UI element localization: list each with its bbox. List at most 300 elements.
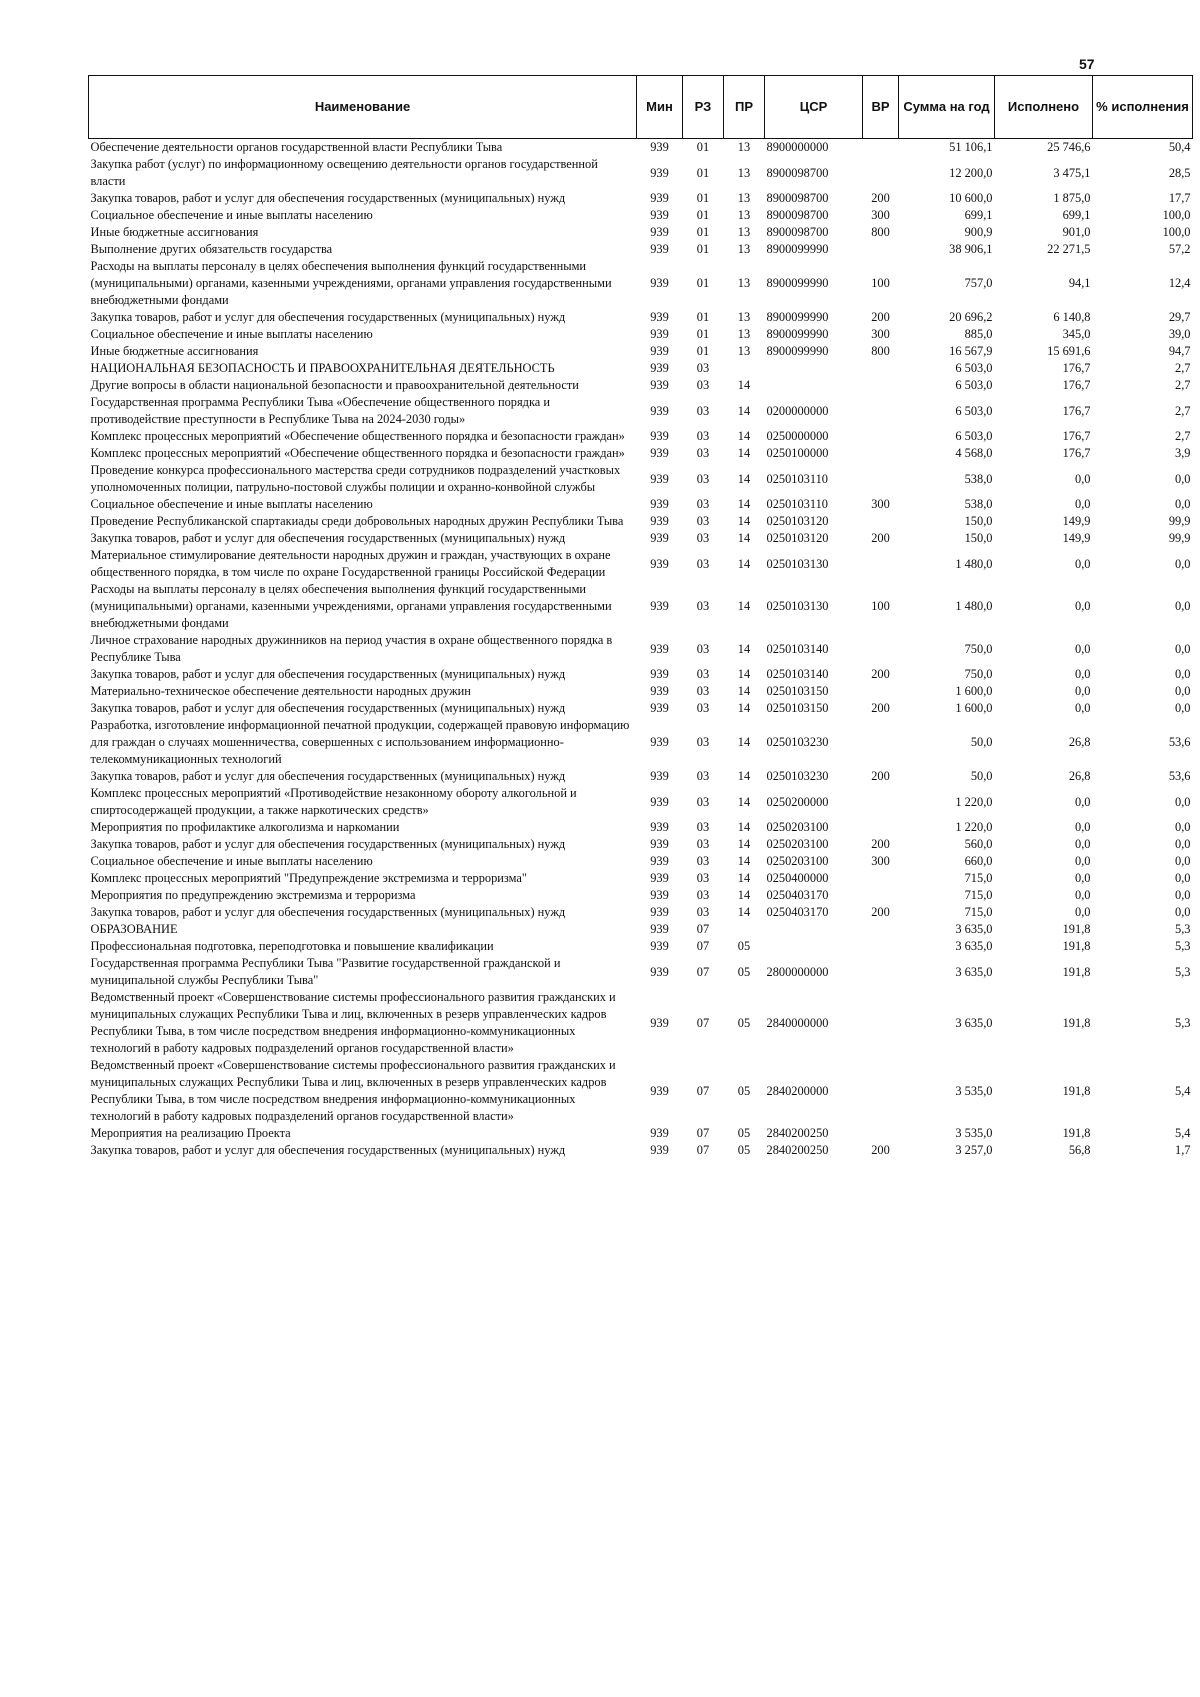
cell-sum: 1 220,0 [955, 794, 993, 809]
cell-pr: 05 [737, 939, 751, 953]
cell-sum: 900,9 [964, 225, 993, 239]
cell-csr: 0250103230 [766, 735, 829, 749]
cell-pct: 0,0 [1175, 599, 1191, 613]
cell-csr: 8900098700 [766, 225, 829, 239]
cell-done: 176,7 [1062, 446, 1091, 460]
cell-rz: 03 [696, 378, 710, 392]
cell-pct: 5,4 [1175, 1126, 1191, 1140]
cell-rz: 03 [696, 667, 710, 681]
cell-csr: 0250103110 [766, 471, 828, 486]
cell-min: 939 [650, 599, 669, 613]
table-row [89, 768, 1193, 785]
table-row [89, 938, 1193, 955]
cell-sum: 3 535,0 [955, 1083, 993, 1098]
cell-pct: 3,9 [1175, 446, 1191, 460]
cell-vr [863, 989, 899, 1057]
cell-rz: 01 [696, 191, 710, 205]
cell-pr: 13 [737, 165, 751, 180]
cell-rz: 03 [696, 403, 710, 418]
cell-rz: 07 [696, 1143, 710, 1157]
cell-min: 939 [650, 361, 669, 375]
cell-name: Обеспечение деятельности органов государственной власти Республики Тыва [90, 140, 503, 154]
cell-csr: 8900098700 [766, 208, 829, 222]
cell-min: 939 [650, 446, 669, 460]
cell-min: 939 [650, 140, 669, 154]
cell-name: Закупка товаров, работ и услуг для обеспечения государственных (муниципальных) нужд [90, 701, 566, 715]
cell-done: 56,8 [1068, 1143, 1091, 1157]
cell-done: 22 271,5 [1047, 242, 1091, 256]
cell-sum: 1 600,0 [955, 701, 993, 715]
cell-min: 939 [650, 854, 669, 868]
cell-pct: 2,7 [1175, 378, 1191, 392]
cell-pr: 14 [737, 497, 751, 511]
cell-rz: 01 [696, 165, 710, 180]
table-row [89, 632, 1193, 666]
cell-pct: 5,3 [1175, 964, 1191, 979]
header-name: Наименование [89, 76, 637, 139]
cell-rz: 07 [696, 939, 710, 953]
cell-name: Материально-техническое обеспечение деятельности народных дружин [90, 684, 471, 698]
cell-sum: 1 480,0 [955, 599, 993, 613]
header-csr: ЦСР [765, 76, 863, 139]
cell-csr [765, 921, 863, 938]
cell-pr: 13 [737, 140, 751, 154]
cell-csr: 8900099990 [766, 242, 829, 256]
cell-done: 0,0 [1075, 556, 1091, 571]
cell-name: Ведомственный проект «Совершенствование системы профессионального развития гражданских и муниципальных служащих Республики Тыва и лиц, включенных в резерв управленческих кадров Республики Тыва, в том числе посредством внедрения информационно-коммуникационных технологий в работу кадровых подразделений органов государственной власти» [90, 990, 616, 1055]
cell-rz: 01 [696, 208, 710, 222]
cell-sum: 699,1 [964, 208, 993, 222]
cell-done: 0,0 [1075, 701, 1091, 715]
cell-vr: 300 [871, 497, 890, 511]
cell-pr: 14 [737, 667, 751, 681]
cell-name: Разработка, изготовление информационной печатной продукции, содержащей правовую информацию для граждан о случаях мошенничества, совершенных с использованием информационно-телекоммуникационных технологий [90, 718, 630, 766]
cell-pct: 39,0 [1168, 327, 1191, 341]
cell-sum: 51 106,1 [949, 140, 993, 154]
cell-name: Расходы на выплаты персоналу в целях обеспечения выполнения функций государственными (муниципальными) органами, казенными учреждениями, органами управления государственными внебюджетными фондами [90, 259, 612, 307]
cell-pr: 05 [737, 1143, 751, 1157]
cell-rz: 07 [696, 1083, 710, 1098]
cell-done: 176,7 [1062, 429, 1091, 443]
cell-name: Личное страхование народных дружинников на период участия в охране общественного порядка в Республике Тыва [90, 633, 613, 664]
cell-pct: 0,0 [1175, 471, 1191, 486]
cell-pr: 05 [737, 1083, 751, 1098]
cell-rz: 03 [696, 684, 710, 698]
table-row [89, 326, 1193, 343]
cell-min: 939 [650, 820, 669, 834]
cell-csr: 0250400000 [766, 871, 829, 885]
cell-sum: 750,0 [964, 641, 993, 656]
cell-sum: 1 480,0 [955, 556, 993, 571]
cell-csr [765, 938, 863, 955]
cell-csr: 0250103130 [766, 599, 829, 613]
cell-sum: 1 220,0 [955, 820, 993, 834]
cell-pr: 14 [737, 871, 751, 885]
table-row [89, 989, 1193, 1057]
cell-pct: 0,0 [1175, 837, 1191, 851]
cell-vr: 200 [871, 531, 890, 545]
cell-name: Другие вопросы в области национальной безопасности и правоохранительной деятельности [90, 378, 579, 392]
cell-done: 0,0 [1075, 667, 1091, 681]
budget-table [88, 75, 1193, 1159]
table-header [89, 76, 1193, 139]
cell-name: Государственная программа Республики Тыва «Обеспечение общественного порядка и противодействие преступности в Республике Тыва на 2024-2030 годы» [90, 395, 551, 426]
cell-pr [724, 921, 765, 938]
cell-done: 176,7 [1062, 361, 1091, 375]
cell-pr [724, 360, 765, 377]
cell-name: Ведомственный проект «Совершенствование системы профессионального развития гражданских и муниципальных служащих Республики Тыва и лиц, включенных в резерв управленческих кадров Республики Тыва, в том числе посредством внедрения информационно-коммуникационных технологий в работу кадровых подразделений органов государственной власти» [90, 1058, 616, 1123]
cell-rz: 01 [696, 242, 710, 256]
cell-min: 939 [650, 939, 669, 953]
cell-sum: 3 635,0 [955, 922, 993, 936]
cell-pr: 14 [737, 735, 751, 749]
table-row [89, 717, 1193, 768]
cell-rz: 03 [696, 556, 710, 571]
cell-pr: 13 [737, 276, 751, 290]
cell-sum: 660,0 [964, 854, 993, 868]
header-pr: ПР [724, 76, 765, 139]
cell-pct: 29,7 [1168, 310, 1191, 324]
cell-vr: 800 [871, 344, 890, 358]
cell-rz: 03 [696, 769, 710, 783]
cell-done: 345,0 [1062, 327, 1091, 341]
cell-pr: 05 [737, 1015, 751, 1030]
cell-pr: 14 [737, 446, 751, 460]
cell-sum: 150,0 [964, 514, 993, 528]
cell-pct: 2,7 [1175, 403, 1191, 418]
cell-sum: 1 600,0 [955, 684, 993, 698]
cell-name: Мероприятия на реализацию Проекта [90, 1126, 291, 1140]
cell-pct: 0,0 [1175, 854, 1191, 868]
table-row [89, 1057, 1193, 1125]
cell-rz: 01 [696, 225, 710, 239]
cell-min: 939 [650, 684, 669, 698]
cell-name: Выполнение других обязательств государства [90, 242, 333, 256]
cell-rz: 07 [696, 964, 710, 979]
cell-name: Закупка товаров, работ и услуг для обеспечения государственных (муниципальных) нужд [90, 905, 566, 919]
cell-csr: 0250203100 [766, 837, 829, 851]
cell-name: Социальное обеспечение и иные выплаты населению [90, 497, 373, 511]
cell-rz: 03 [696, 701, 710, 715]
cell-pr: 14 [737, 769, 751, 783]
cell-csr: 0250403170 [766, 888, 829, 902]
cell-pct: 99,9 [1168, 531, 1191, 545]
cell-min: 939 [650, 1083, 669, 1098]
cell-csr: 0250203100 [766, 854, 829, 868]
table-row [89, 309, 1193, 326]
cell-sum: 3 635,0 [955, 1015, 993, 1030]
cell-pct: 0,0 [1175, 871, 1191, 885]
table-row [89, 819, 1193, 836]
cell-pct: 0,0 [1175, 641, 1191, 656]
cell-pct: 53,6 [1168, 735, 1191, 749]
table-row [89, 683, 1193, 700]
cell-done: 3 475,1 [1053, 165, 1091, 180]
cell-name: Закупка товаров, работ и услуг для обеспечения государственных (муниципальных) нужд [90, 837, 566, 851]
cell-rz: 01 [696, 327, 710, 341]
table-row [89, 513, 1193, 530]
cell-name: Материальное стимулирование деятельности народных дружин и граждан, участвующих в охране общественного порядка, в том числе по охране Государственной границы Российской Федерации [90, 548, 611, 579]
cell-done: 176,7 [1062, 378, 1091, 392]
cell-pr: 13 [737, 191, 751, 205]
cell-done: 0,0 [1075, 471, 1091, 486]
cell-done: 0,0 [1075, 684, 1091, 698]
cell-min: 939 [650, 310, 669, 324]
cell-vr [863, 394, 899, 428]
cell-vr: 200 [871, 310, 890, 324]
cell-rz: 03 [696, 514, 710, 528]
cell-name: Закупка работ (услуг) по информационному освещению деятельности органов государственной власти [90, 157, 598, 188]
cell-pr: 14 [737, 471, 751, 486]
cell-pct: 0,0 [1175, 905, 1191, 919]
cell-rz: 03 [696, 905, 710, 919]
table-row [89, 224, 1193, 241]
cell-name: Социальное обеспечение и иные выплаты населению [90, 854, 373, 868]
table-row [89, 1142, 1193, 1159]
table-row [89, 870, 1193, 887]
cell-pct: 0,0 [1175, 667, 1191, 681]
header-pct: % исполнения [1093, 76, 1193, 139]
cell-rz: 03 [696, 497, 710, 511]
cell-csr: 8900099990 [766, 327, 829, 341]
cell-sum: 715,0 [964, 871, 993, 885]
cell-rz: 01 [696, 344, 710, 358]
cell-pct: 0,0 [1175, 701, 1191, 715]
table-row [89, 428, 1193, 445]
cell-sum: 3 635,0 [955, 939, 993, 953]
cell-pr: 14 [737, 514, 751, 528]
cell-min: 939 [650, 191, 669, 205]
cell-done: 26,8 [1068, 735, 1091, 749]
cell-done: 26,8 [1068, 769, 1091, 783]
cell-csr: 0250103140 [766, 641, 829, 656]
cell-name: Социальное обеспечение и иные выплаты населению [90, 208, 373, 222]
cell-sum: 3 535,0 [955, 1126, 993, 1140]
cell-min: 939 [650, 471, 669, 486]
cell-sum: 3 635,0 [955, 964, 993, 979]
cell-done: 94,1 [1068, 276, 1091, 290]
cell-rz: 07 [696, 922, 710, 936]
cell-pr: 14 [737, 556, 751, 571]
cell-vr [863, 377, 899, 394]
cell-csr: 8900098700 [766, 191, 829, 205]
cell-vr: 300 [871, 327, 890, 341]
cell-name: Расходы на выплаты персоналу в целях обеспечения выполнения функций государственными (муниципальными) органами, казенными учреждениями, органами управления государственными внебюджетными фондами [90, 582, 612, 630]
cell-rz: 03 [696, 820, 710, 834]
table-row [89, 394, 1193, 428]
cell-rz: 03 [696, 641, 710, 656]
cell-sum: 50,0 [970, 735, 993, 749]
cell-csr: 0250103150 [766, 701, 829, 715]
cell-vr: 800 [871, 225, 890, 239]
cell-pct: 99,9 [1168, 514, 1191, 528]
cell-min: 939 [650, 905, 669, 919]
cell-min: 939 [650, 327, 669, 341]
cell-min: 939 [650, 922, 669, 936]
cell-rz: 03 [696, 446, 710, 460]
cell-vr: 200 [871, 191, 890, 205]
cell-pct: 2,7 [1175, 361, 1191, 375]
cell-sum: 6 503,0 [955, 429, 993, 443]
table-row [89, 955, 1193, 989]
cell-vr [863, 139, 899, 157]
cell-csr: 0250103120 [766, 514, 829, 528]
cell-name: Комплекс процессных мероприятий «Обеспечение общественного порядка и безопасности граждан» [90, 429, 625, 443]
cell-sum: 150,0 [964, 531, 993, 545]
cell-name: Проведение конкурса профессионального мастерства среди сотрудников подразделений участковых уполномоченных полиции, патрульно-постовой службы полиции и охранно-конвойной службы [90, 463, 621, 494]
cell-name: Комплекс процессных мероприятий «Обеспечение общественного порядка и безопасности граждан» [90, 446, 625, 460]
cell-done: 0,0 [1075, 820, 1091, 834]
cell-name: Государственная программа Республики Тыва "Развитие государственной гражданской и муниципальной службы Республики Тыва" [90, 956, 561, 987]
cell-sum: 10 600,0 [949, 191, 993, 205]
cell-name: Проведение Республиканской спартакиады среди добровольных народных дружин Республики Тыва [90, 514, 624, 528]
table-row [89, 666, 1193, 683]
table-row [89, 377, 1193, 394]
cell-csr: 2840000000 [766, 1015, 829, 1030]
cell-pr: 14 [737, 599, 751, 613]
cell-vr [863, 870, 899, 887]
cell-pct: 1,7 [1175, 1143, 1191, 1157]
cell-rz: 03 [696, 854, 710, 868]
cell-min: 939 [650, 531, 669, 545]
cell-min: 939 [650, 1015, 669, 1030]
cell-rz: 01 [696, 310, 710, 324]
cell-pct: 5,3 [1175, 1015, 1191, 1030]
cell-vr: 200 [871, 701, 890, 715]
cell-sum: 38 906,1 [949, 242, 993, 256]
cell-done: 1 875,0 [1053, 191, 1091, 205]
cell-pct: 53,6 [1168, 769, 1191, 783]
cell-sum: 16 567,9 [949, 344, 993, 358]
table-body [89, 139, 1193, 1160]
cell-csr: 0250103130 [766, 556, 829, 571]
cell-csr: 8900099990 [766, 310, 829, 324]
cell-csr: 0250103230 [766, 769, 829, 783]
cell-min: 939 [650, 429, 669, 443]
cell-min: 939 [650, 1126, 669, 1140]
cell-min: 939 [650, 1143, 669, 1157]
cell-done: 901,0 [1062, 225, 1091, 239]
cell-done: 191,8 [1062, 1126, 1091, 1140]
table-row [89, 343, 1193, 360]
cell-csr: 0200000000 [766, 403, 829, 418]
cell-vr [863, 241, 899, 258]
table-row [89, 1125, 1193, 1142]
cell-name: Комплекс процессных мероприятий "Предупреждение экстремизма и терроризма" [90, 871, 527, 885]
cell-pct: 94,7 [1168, 344, 1191, 358]
table-row [89, 445, 1193, 462]
cell-pct: 0,0 [1175, 820, 1191, 834]
cell-min: 939 [650, 964, 669, 979]
cell-pr: 13 [737, 327, 751, 341]
cell-done: 6 140,8 [1053, 310, 1091, 324]
cell-name: Мероприятия по профилактике алкоголизма и наркомании [90, 820, 400, 834]
cell-pr: 13 [737, 242, 751, 256]
cell-done: 176,7 [1062, 403, 1091, 418]
cell-vr: 300 [871, 854, 890, 868]
cell-sum: 6 503,0 [955, 361, 993, 375]
cell-sum: 20 696,2 [949, 310, 993, 324]
table-row [89, 462, 1193, 496]
cell-min: 939 [650, 276, 669, 290]
table-row [89, 190, 1193, 207]
cell-rz: 03 [696, 429, 710, 443]
cell-sum: 560,0 [964, 837, 993, 851]
cell-sum: 6 503,0 [955, 378, 993, 392]
cell-pr: 14 [737, 378, 751, 392]
cell-rz: 03 [696, 837, 710, 851]
cell-rz: 01 [696, 140, 710, 154]
cell-vr [863, 1057, 899, 1125]
cell-pct: 28,5 [1168, 165, 1191, 180]
cell-done: 0,0 [1075, 794, 1091, 809]
cell-pr: 14 [737, 837, 751, 851]
cell-pr: 14 [737, 905, 751, 919]
cell-done: 149,9 [1062, 514, 1091, 528]
cell-name: Закупка товаров, работ и услуг для обеспечения государственных (муниципальных) нужд [90, 310, 566, 324]
cell-min: 939 [650, 378, 669, 392]
table-row [89, 241, 1193, 258]
table-row [89, 836, 1193, 853]
cell-name: Иные бюджетные ассигнования [90, 225, 259, 239]
table-row [89, 904, 1193, 921]
cell-pr: 05 [737, 1126, 751, 1140]
cell-min: 939 [650, 667, 669, 681]
cell-csr: 0250103110 [766, 497, 828, 511]
cell-min: 939 [650, 344, 669, 358]
cell-min: 939 [650, 641, 669, 656]
cell-sum: 715,0 [964, 905, 993, 919]
cell-min: 939 [650, 165, 669, 180]
cell-vr [863, 921, 899, 938]
cell-csr: 0250203100 [766, 820, 829, 834]
cell-vr [863, 445, 899, 462]
cell-name: Закупка товаров, работ и услуг для обеспечения государственных (муниципальных) нужд [90, 191, 566, 205]
cell-name: Закупка товаров, работ и услуг для обеспечения государственных (муниципальных) нужд [90, 667, 566, 681]
cell-vr [863, 887, 899, 904]
cell-done: 15 691,6 [1047, 344, 1091, 358]
cell-vr [863, 955, 899, 989]
cell-vr [863, 547, 899, 581]
cell-sum: 3 257,0 [955, 1143, 993, 1157]
cell-csr: 8900099990 [766, 276, 829, 290]
table-row [89, 581, 1193, 632]
cell-csr: 0250403170 [766, 905, 829, 919]
cell-vr: 200 [871, 905, 890, 919]
cell-vr: 200 [871, 769, 890, 783]
header-done: Исполнено [995, 76, 1093, 139]
cell-csr: 0250000000 [766, 429, 829, 443]
cell-pr: 13 [737, 344, 751, 358]
cell-pr: 13 [737, 310, 751, 324]
cell-pct: 100,0 [1162, 208, 1191, 222]
cell-done: 191,8 [1062, 1015, 1091, 1030]
cell-min: 939 [650, 208, 669, 222]
cell-done: 0,0 [1075, 497, 1091, 511]
cell-sum: 538,0 [964, 471, 993, 486]
table-row [89, 156, 1193, 190]
cell-rz: 07 [696, 1015, 710, 1030]
cell-pr: 05 [737, 964, 751, 979]
cell-pct: 0,0 [1175, 888, 1191, 902]
cell-pr: 14 [737, 684, 751, 698]
cell-csr: 2840200250 [766, 1143, 829, 1157]
cell-done: 0,0 [1075, 837, 1091, 851]
cell-vr [863, 785, 899, 819]
cell-done: 0,0 [1075, 871, 1091, 885]
table-row [89, 853, 1193, 870]
table-row [89, 258, 1193, 309]
